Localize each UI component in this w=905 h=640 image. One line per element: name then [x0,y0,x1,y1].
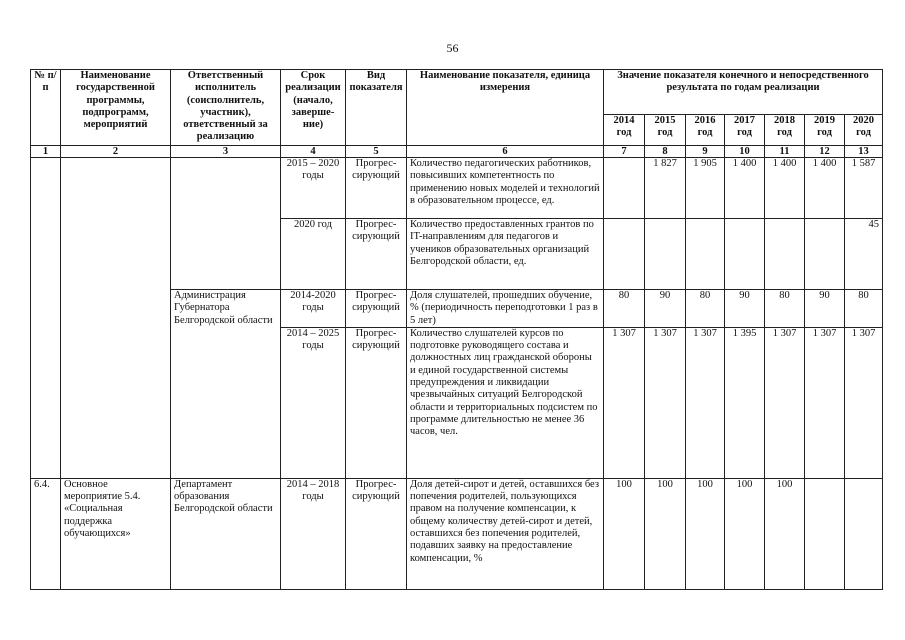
column-number: 1 [31,146,61,158]
cell-no: 6.4. [31,478,61,589]
header-year: 2016 год [686,115,725,146]
cell-type: Прогрес-сирующий [346,158,407,219]
column-number: 6 [407,146,604,158]
column-number: 13 [845,146,883,158]
cell-value: 100 [725,478,765,589]
cell-value: 1 827 [645,158,686,219]
cell-indicator: Количество предоставленных грантов по IT-направлениям для педагогов и учеников образовательных организаций Белгородской области, ед. [407,219,604,290]
cell-value: 100 [645,478,686,589]
header-year: 2020 год [845,115,883,146]
cell-no [31,158,61,479]
header-type: Вид показателя [346,70,407,146]
cell-type: Прогрес-сирующий [346,327,407,478]
cell-term: 2014 – 2025 годы [281,327,346,478]
header-year: 2014 год [604,115,645,146]
cell-indicator: Количество педагогических работников, повысивших компетентность по применению новых моделей и технологий в образовательном процессе, ед. [407,158,604,219]
cell-value: 80 [765,290,805,328]
cell-value [604,158,645,219]
cell-value [805,219,845,290]
cell-value: 1 395 [725,327,765,478]
indicators-table [30,69,883,590]
header-year: 2018 год [765,115,805,146]
cell-term: 2015 – 2020 годы [281,158,346,219]
cell-indicator: Доля слушателей, прошедших обучение, % (периодичность переподготовки 1 раз в 5 лет) [407,290,604,328]
cell-indicator: Количество слушателей курсов по подготовке руководящего состава и должностных лиц гражданской обороны и единой государственной системы предупреждения и ликвидации чрезвычайных ситуаций Белгородской области и территориальных подсистем по программе длительностью не менее 36 часов, чел. [407,327,604,478]
cell-value: 45 [845,219,883,290]
column-number: 8 [645,146,686,158]
cell-value: 1 307 [604,327,645,478]
column-numbers-row [31,146,883,158]
cell-type: Прогрес-сирующий [346,478,407,589]
cell-value: 1 905 [686,158,725,219]
header-row [31,70,883,115]
column-number: 7 [604,146,645,158]
header-year: 2017 год [725,115,765,146]
cell-value: 100 [686,478,725,589]
header-term: Срок реализации (начало, заверше-ние) [281,70,346,146]
cell-value: 100 [604,478,645,589]
cell-value: 1 307 [686,327,725,478]
cell-program [61,158,171,479]
column-number: 4 [281,146,346,158]
table-row [31,478,883,589]
cell-responsible: Администрация Губернатора Белгородской области [171,290,281,479]
cell-value [725,219,765,290]
header-program: Наименование государственной программы, подпрограмм, мероприятий [61,70,171,146]
cell-responsible [171,158,281,290]
header-no: № п/п [31,70,61,146]
column-number: 12 [805,146,845,158]
cell-value: 90 [805,290,845,328]
cell-value [604,219,645,290]
cell-value: 80 [686,290,725,328]
column-number: 2 [61,146,171,158]
cell-responsible: Департамент образования Белгородской области [171,478,281,589]
header-year: 2015 год [645,115,686,146]
cell-value: 1 307 [845,327,883,478]
cell-value: 90 [725,290,765,328]
cell-value [765,219,805,290]
cell-value: 80 [845,290,883,328]
column-number: 9 [686,146,725,158]
cell-value: 1 400 [805,158,845,219]
header-year: 2019 год [805,115,845,146]
cell-value: 90 [645,290,686,328]
cell-value [686,219,725,290]
cell-value: 80 [604,290,645,328]
cell-value: 1 307 [645,327,686,478]
cell-type: Прогрес-сирующий [346,290,407,328]
page-number: 56 [446,41,459,55]
cell-term: 2014 – 2018 годы [281,478,346,589]
header-responsible: Ответственный исполнитель (соисполнитель, участник), ответственный за реализацию [171,70,281,146]
column-number: 3 [171,146,281,158]
cell-value [645,219,686,290]
cell-value: 1 307 [805,327,845,478]
cell-indicator: Доля детей-сирот и детей, оставшихся без попечения родителей, пользующихся правом на получение компенсации, к общему количеству детей-сирот и детей, оставшихся без попечения родителей, подавших заявку на предоставление компенсации, % [407,478,604,589]
cell-value: 1 587 [845,158,883,219]
cell-term: 2020 год [281,219,346,290]
table-row [31,158,883,219]
cell-value: 1 400 [765,158,805,219]
cell-program: Основное мероприятие 5.4. «Социальная поддержка обучающихся» [61,478,171,589]
header-values-group: Значение показателя конечного и непосредственного результата по годам реализации [604,70,883,115]
column-number: 5 [346,146,407,158]
cell-term: 2014-2020 годы [281,290,346,328]
cell-value [845,478,883,589]
cell-type: Прогрес-сирующий [346,219,407,290]
cell-value: 100 [765,478,805,589]
cell-value [805,478,845,589]
header-indicator: Наименование показателя, единица измерения [407,70,604,146]
column-number: 11 [765,146,805,158]
column-number: 10 [725,146,765,158]
cell-value: 1 400 [725,158,765,219]
cell-value: 1 307 [765,327,805,478]
